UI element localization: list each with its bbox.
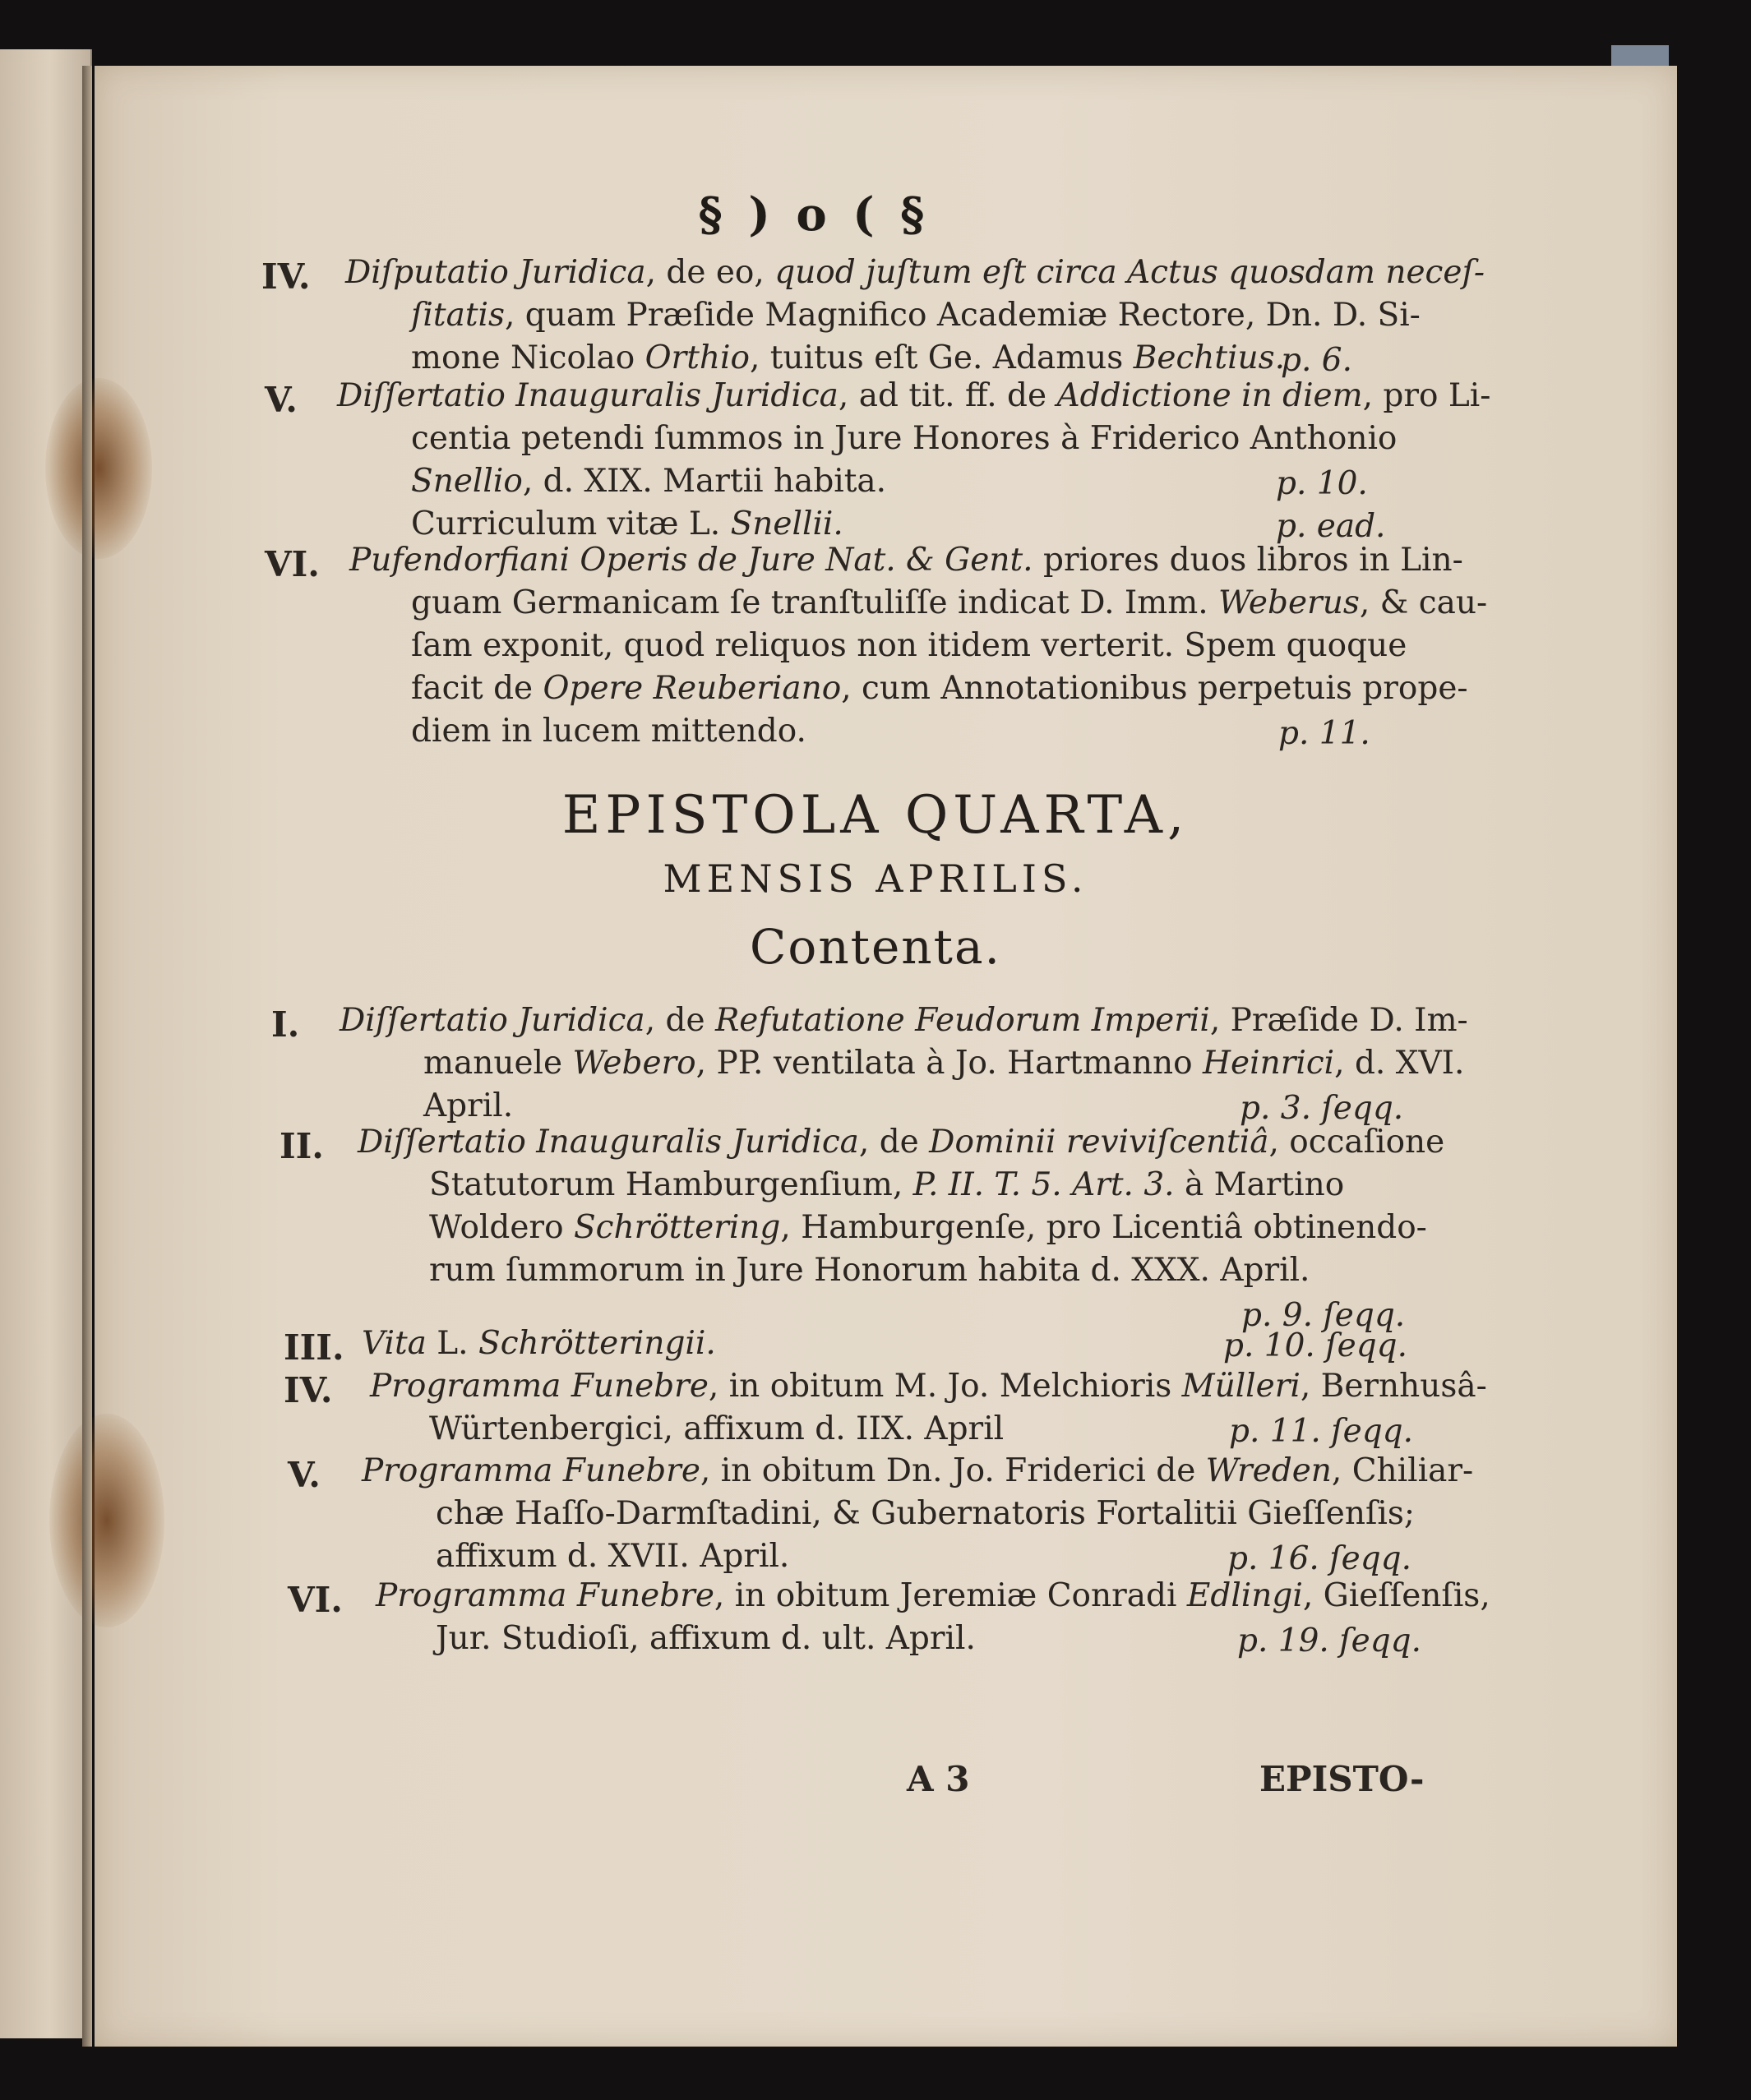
text-segment: Weberus bbox=[1218, 584, 1360, 621]
entry-line bbox=[411, 463, 887, 500]
contents-heading: Contenta. bbox=[750, 919, 1001, 975]
epistle-subtitle: MENSIS APRILIS. bbox=[663, 856, 1088, 901]
text-segment: Edlingi bbox=[1186, 1577, 1303, 1614]
text-segment: , & cau- bbox=[1359, 584, 1488, 621]
text-segment: Diſputatio Juridica bbox=[345, 254, 646, 291]
text-segment: Opere Reuberiano bbox=[543, 670, 842, 707]
entry-line bbox=[411, 422, 1397, 455]
text-segment: , ad tit. ff. de bbox=[838, 377, 1057, 414]
entry-line bbox=[429, 1410, 1005, 1447]
text-segment: manuele bbox=[423, 1045, 573, 1082]
entry-line bbox=[411, 713, 806, 750]
page-reference: p. 19. ſeqq. bbox=[1237, 1622, 1422, 1659]
text-segment: Programma Funebre bbox=[362, 1452, 700, 1489]
entry-line bbox=[358, 1124, 1445, 1161]
text-segment: Programma Funebre bbox=[370, 1368, 709, 1405]
signature-mark: A 3 bbox=[907, 1759, 970, 1799]
entry-line bbox=[345, 254, 1485, 291]
text-segment: , occaſione bbox=[1268, 1124, 1445, 1161]
text-segment: , de eo, bbox=[645, 254, 775, 291]
text-segment: , Bernhusâ- bbox=[1300, 1368, 1487, 1405]
text-segment: Dominii reviviſcentiâ bbox=[929, 1124, 1269, 1161]
text-segment: Orthio bbox=[644, 339, 750, 376]
text-segment: April. bbox=[423, 1087, 514, 1124]
entry-line bbox=[337, 377, 1491, 414]
text-segment: ſitatis bbox=[411, 297, 505, 334]
entry-line bbox=[376, 1577, 1490, 1614]
text-segment: L. bbox=[426, 1325, 478, 1362]
text-segment: Snellio bbox=[411, 463, 523, 500]
text-segment: , in obitum Jeremiæ Conradi bbox=[714, 1577, 1187, 1614]
text-segment: Statutorum Hamburgenſium, bbox=[429, 1166, 913, 1203]
entry-number: VI. bbox=[265, 544, 320, 584]
text-segment: Diſſertatio Inauguralis Juridica bbox=[337, 377, 839, 414]
entry-number: I. bbox=[271, 1004, 300, 1045]
text-segment: Wreden bbox=[1205, 1452, 1332, 1489]
text-segment: , quam Præſide Magnifico Academiæ Rectore, Dn. D. Si- bbox=[505, 297, 1421, 334]
entry-line bbox=[411, 584, 1488, 621]
entry-line bbox=[436, 1622, 976, 1655]
page-reference: p. 16. ſeqq. bbox=[1227, 1540, 1412, 1577]
text-segment: Diſſertatio Juridica bbox=[340, 1002, 645, 1039]
entry-line bbox=[362, 1325, 716, 1362]
entry-line bbox=[423, 1045, 1465, 1082]
text-segment: Vita bbox=[362, 1325, 427, 1362]
entry-line bbox=[429, 1166, 1345, 1203]
page-reference: p. ead. bbox=[1276, 508, 1386, 545]
text-segment: , PP. ventilata à Jo. Hartmanno bbox=[695, 1045, 1204, 1082]
text-segment: centia petendi ſummos in Jure Honores à Friderico Anthonio bbox=[411, 420, 1398, 457]
page-reference: p. 10. ſeqq. bbox=[1223, 1327, 1408, 1364]
stain-mark bbox=[49, 1414, 164, 1627]
entry-number: VI. bbox=[288, 1580, 343, 1620]
page-reference: p. 6. bbox=[1281, 342, 1352, 379]
text-segment: à Martino bbox=[1174, 1166, 1345, 1203]
entry-number: V. bbox=[265, 380, 298, 420]
text-segment: Würtenbergici, affixum d. IIX. April bbox=[429, 1410, 1005, 1447]
entry-line bbox=[436, 1495, 1416, 1532]
text-segment: P. II. T. 5. Art. 3. bbox=[912, 1166, 1175, 1203]
entry-number: III. bbox=[284, 1327, 344, 1368]
text-segment: , d. XVI. bbox=[1334, 1045, 1465, 1082]
text-segment: , de bbox=[644, 1002, 715, 1039]
entry-line bbox=[349, 542, 1463, 579]
text-segment: quod juſtum eſt circa Actus quosdam neceſ- bbox=[774, 254, 1485, 291]
entry-line bbox=[370, 1368, 1487, 1405]
entry-line bbox=[362, 1452, 1474, 1489]
text-segment: , pro Li- bbox=[1362, 377, 1491, 414]
entry-line bbox=[340, 1002, 1468, 1039]
entry-line bbox=[423, 1087, 514, 1124]
entry-number: IV. bbox=[284, 1370, 333, 1410]
text-segment: Diſſertatio Inauguralis Juridica bbox=[358, 1124, 859, 1161]
text-segment: Addictione in diem bbox=[1056, 377, 1363, 414]
text-segment: Heinrici bbox=[1203, 1045, 1335, 1082]
entry-line bbox=[411, 505, 843, 542]
text-segment: Curriculum vitæ L. bbox=[411, 505, 731, 542]
text-segment: , de bbox=[858, 1124, 930, 1161]
entry-number: V. bbox=[288, 1455, 321, 1495]
text-segment: Schröttering bbox=[573, 1209, 781, 1246]
text-segment: Snellii. bbox=[730, 505, 843, 542]
text-segment: Jur. Studioſi, affixum d. ult. April. bbox=[436, 1620, 976, 1657]
entry-line bbox=[411, 297, 1421, 334]
text-segment: Refutatione Feudorum Imperii bbox=[714, 1002, 1210, 1039]
text-segment: facit de bbox=[411, 670, 543, 707]
text-segment: , Hamburgenſe, pro Licentiâ obtinendo- bbox=[780, 1209, 1427, 1246]
text-segment: , Gieſſenſis, bbox=[1302, 1577, 1490, 1614]
entry-line bbox=[429, 1209, 1427, 1246]
page-reference: p. 10. bbox=[1276, 465, 1368, 502]
text-segment: , in obitum Dn. Jo. Friderici de bbox=[700, 1452, 1206, 1489]
entry-line bbox=[436, 1538, 790, 1575]
text-segment: , d. XIX. Martii habita. bbox=[522, 463, 887, 500]
text-segment: Mülleri bbox=[1181, 1368, 1301, 1405]
text-segment: Webero bbox=[572, 1045, 696, 1082]
text-segment: , tuitus eſt Ge. Adamus bbox=[749, 339, 1134, 376]
book-spine-left-page bbox=[0, 49, 92, 2038]
text-segment: , in obitum M. Jo. Melchioris bbox=[708, 1368, 1182, 1405]
text-segment: guam Germanicam ſe tranſtuliſſe indicat D. Imm. bbox=[411, 584, 1219, 621]
entry-line bbox=[411, 670, 1468, 707]
page-gutter bbox=[82, 66, 92, 2047]
entry-number: II. bbox=[280, 1126, 324, 1166]
text-segment: Bechtius. bbox=[1133, 339, 1286, 376]
page-reference: p. 3. ſeqq. bbox=[1240, 1090, 1404, 1127]
text-segment: mone Nicolao bbox=[411, 339, 645, 376]
epistle-title: EPISTOLA QUARTA, bbox=[561, 785, 1190, 846]
text-segment: Schrötteringii. bbox=[478, 1325, 716, 1362]
entry-number: IV. bbox=[261, 256, 311, 297]
entry-line bbox=[411, 627, 1407, 664]
entry-line bbox=[411, 339, 1286, 376]
page-reference: p. 11. bbox=[1278, 715, 1370, 752]
text-segment: , Chiliar- bbox=[1331, 1452, 1474, 1489]
text-segment: , cum Annotationibus perpetuis prope- bbox=[841, 670, 1468, 707]
text-segment: diem in lucem mittendo. bbox=[411, 713, 806, 750]
page-reference: p. 9. ſeqq. bbox=[1241, 1297, 1406, 1334]
running-head-ornament: § ) o ( § bbox=[698, 187, 930, 242]
catchword: EPISTO- bbox=[1259, 1759, 1425, 1799]
text-segment: rum ſummorum in Jure Honorum habita d. XXX. April. bbox=[429, 1252, 1310, 1289]
text-segment: affixum d. XVII. April. bbox=[436, 1538, 790, 1575]
stain-mark bbox=[45, 378, 152, 559]
text-segment: Programma Funebre bbox=[376, 1577, 714, 1614]
text-segment: , Præſide D. Im- bbox=[1209, 1002, 1468, 1039]
text-segment: chæ Haſſo-Darmſtadini, & Gubernatoris Fortalitii Gieſſenſis; bbox=[436, 1495, 1416, 1532]
entry-line bbox=[429, 1252, 1310, 1289]
text-segment: Woldero bbox=[429, 1209, 574, 1246]
text-segment: priores duos libros in Lin- bbox=[1033, 542, 1463, 579]
text-segment: ſam exponit, quod reliquos non itidem verterit. Spem quoque bbox=[411, 627, 1407, 664]
text-segment: Pufendorfiani Operis de Jure Nat. & Gent. bbox=[349, 542, 1033, 579]
page-reference: p. 11. ſeqq. bbox=[1229, 1413, 1414, 1450]
